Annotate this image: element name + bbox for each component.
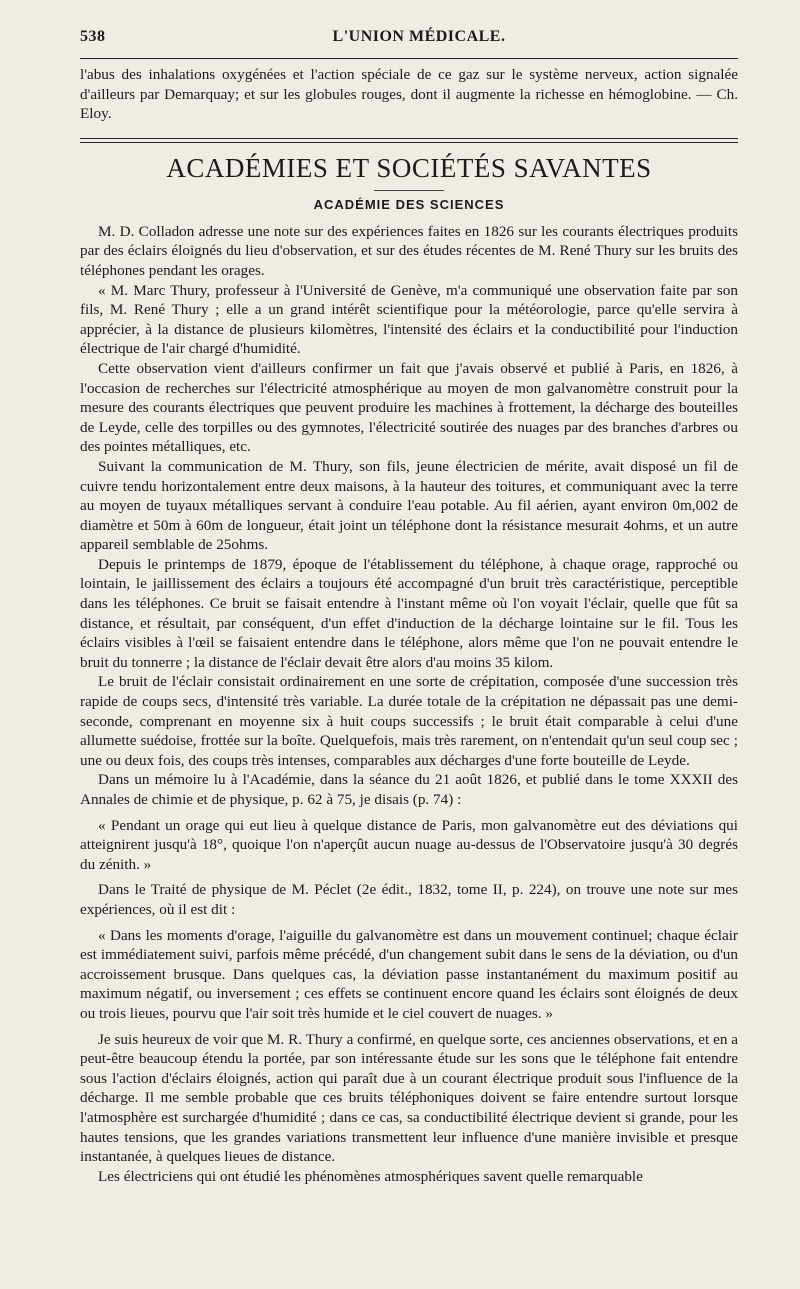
journal-title: L'UNION MÉDICALE. bbox=[332, 28, 506, 45]
paragraph: Dans un mémoire lu à l'Académie, dans la séance du 21 août 1826, et publié dans le tome XXXII des Annales de chimie et de physique, p. 62 à 75, je disais (p. 74) : bbox=[80, 771, 738, 808]
subsection-title: ACADÉMIE DES SCIENCES bbox=[313, 196, 505, 212]
paragraph: Cette observation vient d'ailleurs confirmer un fait que j'avais observé et publié à Paris, en 1826, à l'occasion de recherches sur l'électricité atmosphérique au moyen de mon galvanomètre construit pour la mesure des courants électriques que peuvent produire les machines à frottement, la décharge des bouteilles de Leyde, celle des torpilles ou des gymnotes, l'électricité soutirée des nuages par des branches d'arbres ou des pointes métalliques, etc. bbox=[80, 359, 738, 456]
paragraph: Le bruit de l'éclair consistait ordinairement en une sorte de crépitation, composée d'une succession très rapide de coups secs, d'intensité très variable. La durée totale de la crépitation ne dépassait pas une demi-seconde, comprenant en moyenne six à huit coups successifs ; le bruit était comparable à celui d'une allumette suédoise, frottée sur la boîte. Quelquefois, mais très rarement, on n'entendait qu'un seul coup sec ; une ou deux fois, des coups très intenses, comparables aux décharges d'une forte bouteille de Leyde. bbox=[80, 673, 738, 769]
paragraph: Dans le Traité de physique de M. Péclet (2e édit., 1832, tome II, p. 224), on trouve une note sur mes expériences, où il est dit : bbox=[80, 881, 738, 918]
quote-paragraph: « Dans les moments d'orage, l'aiguille du galvanomètre est dans un mouvement continuel; chaque éclair est immédiatement suivi, parfois même précédé, d'un changement subit dans le sens de la déviation, ou d'un accroissement brusque. Dans quelques cas, la déviation passe instantanément du maximum positif au maximum négatif, ou inversement ; ces effets se continuent encore quand les éclairs sont éloignés de deux ou trois lieues, pourvu que l'air soit très humide et le ciel couvert de nuages. » bbox=[80, 926, 738, 1022]
intro-paragraph: l'abus des inhalations oxygénées et l'action spéciale de ce gaz sur le système nerveux, action signalée d'ailleurs par Demarquay; et sur les globules rouges, dont il augmente la richesse en hémoglobine. — Ch. Eloy. bbox=[80, 66, 738, 123]
paragraph: Depuis le printemps de 1879, époque de l'établissement du téléphone, à chaque orage, rapproché ou lointain, le jaillissement des éclairs a toujours été accompagné d'un bruit très caractéristique, perceptible dans les téléphones. Ce bruit se faisait entendre à l'instant même où l'on voyait l'éclair, quelle que fût sa distance, et résultait, par conséquent, d'un effet d'induction de la décharge lointaine sur le fil. Tous les éclairs visibles à l'œil se faisaient entendre dans le téléphone, alors même que l'on ne pouvait entendre le bruit du tonnerre ; la distance de l'éclair devait être alors d'au moins 35 kilom. bbox=[80, 555, 738, 671]
section-divider bbox=[80, 138, 738, 143]
paragraph: Les électriciens qui ont étudié les phénomènes atmosphériques savent quelle remarquable bbox=[98, 1167, 643, 1185]
header-rule bbox=[80, 58, 738, 59]
title-rule bbox=[374, 190, 444, 191]
quote-paragraph: « Pendant un orage qui eut lieu à quelque distance de Paris, mon galvanomètre eut des déviations qui atteignirent jusqu'à 18°, quoique l'on n'aperçût aucun nuage au-dessus de l'Observatoire jusqu'à 30 degrés du zénith. » bbox=[80, 816, 738, 873]
section-title: ACADÉMIES ET SOCIÉTÉS SAVANTES bbox=[166, 152, 652, 183]
paragraph: « M. Marc Thury, professeur à l'Université de Genève, m'a communiqué une observation faite par son fils, M. René Thury ; elle a un grand intérêt scientifique pour la météorologie, parce qu'elle servira à apprécier, à la distance de plusieurs kilomètres, l'intensité des éclairs et la conductibilité pour l'induction électrique de l'air chargé d'humidité. bbox=[80, 281, 738, 358]
paragraph: Je suis heureux de voir que M. R. Thury a confirmé, en quelque sorte, ces anciennes observations, et en a peut-être beaucoup étendu la portée, par son intéressante étude sur les sons que le téléphone fait entendre sous l'action d'éclairs éloignés, action qui paraît due à un courant électrique produit sous l'influence de la décharge. Il me semble probable que ces bruits téléphoniques doivent se faire entendre surtout lorsque l'atmosphère est surchargée d'humidité ; dans ce cas, sa conductibilité électrique devient si grande, pour les hautes tensions, que les grandes variations transmettent leur influence d'une manière invisible et presque instantanée, à quelques lieues de distance. bbox=[80, 1030, 738, 1166]
paragraph: Suivant la communication de M. Thury, son fils, jeune électricien de mérite, avait disposé un fil de cuivre tendu horizontalement entre deux maisons, à la hauteur des toitures, et communiquant avec la terre au moyen de tuyaux métalliques servant à conduire l'eau potable. Au fil aérien, ayant environ 0m,002 de diamètre et 50m à 60m de longueur, était joint un téléphone dont la résistance mesurait 4ohms, et un autre appareil semblable de 25ohms. bbox=[80, 457, 738, 554]
page-number: 538 bbox=[80, 28, 106, 45]
article-body bbox=[80, 222, 738, 1187]
running-header bbox=[80, 28, 738, 52]
paragraph: M. D. Colladon adresse une note sur des expériences faites en 1826 sur les courants électriques produits par des éclairs éloignés du lieu d'observation, et sur des études récentes de M. René Thury sur les bruits des téléphones pendant les orages. bbox=[80, 222, 738, 279]
